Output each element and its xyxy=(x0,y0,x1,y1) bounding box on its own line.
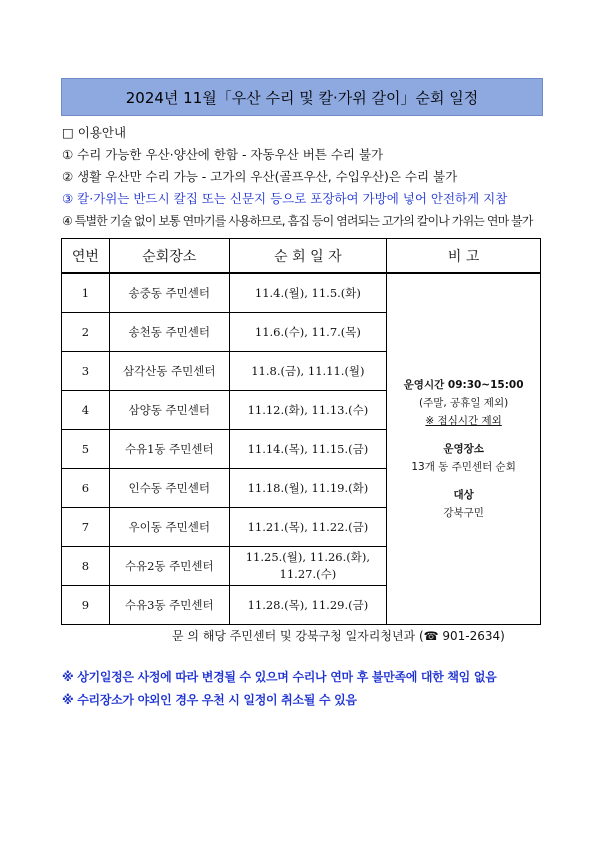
row-date xyxy=(229,547,387,586)
note-hours-exclude: (주말, 공휴일 제외) xyxy=(418,397,509,409)
row-no: 1 xyxy=(62,273,110,313)
row-date: 11.18.(월), 11.19.(화) xyxy=(229,469,387,508)
row-date: 11.4.(월), 11.5.(화) xyxy=(229,273,387,313)
row-no: 3 xyxy=(62,352,110,391)
warning-2: ※ 수리장소가 야외인 경우 우천 시 일정이 취소될 수 있음 xyxy=(62,693,357,707)
row-place: 송중동 주민센터 xyxy=(109,273,229,313)
note-target-value: 강북구민 xyxy=(443,507,484,519)
row-no: 4 xyxy=(62,391,110,430)
row-no: 8 xyxy=(62,547,110,586)
guide-item-1: ① 수리 가능한 우산·양산에 한함 - 자동우산 버튼 수리 불가 xyxy=(62,147,384,162)
note-hours: 운영시간 09:30~15:00 xyxy=(403,379,524,391)
row-date-line1: 11.25.(월), 11.26.(화), xyxy=(245,550,371,564)
header-no: 연번 xyxy=(62,239,110,274)
schedule-table xyxy=(61,238,541,625)
row-place: 수유1동 주민센터 xyxy=(109,430,229,469)
guide-item-4: ④ 특별한 기술 없이 보통 연마기를 사용하므로, 흠집 등이 염려되는 고가의 칼이나 가위는 연마 불가 xyxy=(62,214,533,228)
row-date: 11.14.(목), 11.15.(금) xyxy=(229,430,387,469)
row-no: 9 xyxy=(62,586,110,625)
header-place: 순회장소 xyxy=(109,239,229,274)
contact-info: 문 의 해당 주민센터 및 강북구청 일자리청년과 (☎ 901-2634) xyxy=(172,629,505,643)
row-place: 수유2동 주민센터 xyxy=(109,547,229,586)
note-cell xyxy=(387,273,541,625)
row-date: 11.28.(목), 11.29.(금) xyxy=(229,586,387,625)
row-place: 인수동 주민센터 xyxy=(109,469,229,508)
header-note: 비 고 xyxy=(387,239,541,274)
row-no: 5 xyxy=(62,430,110,469)
warning-1: ※ 상기일정은 사정에 따라 변경될 수 있으며 수리나 연마 후 불만족에 대한 책임 없음 xyxy=(62,670,497,684)
row-place: 수유3동 주민센터 xyxy=(109,586,229,625)
header-date: 순 회 일 자 xyxy=(229,239,387,274)
usage-guide xyxy=(62,122,562,232)
row-date: 11.12.(화), 11.13.(수) xyxy=(229,391,387,430)
row-place: 우이동 주민센터 xyxy=(109,508,229,547)
row-no: 6 xyxy=(62,469,110,508)
table-row xyxy=(62,273,541,313)
guide-item-3: ③ 칼·가위는 반드시 칼집 또는 신문지 등으로 포장하여 가방에 넣어 안전하게 지참 xyxy=(62,191,508,206)
row-date-line2: 11.27.(수) xyxy=(279,567,337,581)
row-date: 11.6.(수), 11.7.(목) xyxy=(229,313,387,352)
row-place: 삼양동 주민센터 xyxy=(109,391,229,430)
page-title: 2024년 11월「우산 수리 및 칼·가위 갈이」순회 일정 xyxy=(61,78,543,116)
table-header-row xyxy=(62,239,541,274)
row-date: 11.21.(목), 11.22.(금) xyxy=(229,508,387,547)
row-date: 11.8.(금), 11.11.(월) xyxy=(229,352,387,391)
note-lunch: ※ 점심시간 제외 xyxy=(425,415,502,427)
note-target-label: 대상 xyxy=(453,489,474,501)
row-no: 7 xyxy=(62,508,110,547)
row-place: 삼각산동 주민센터 xyxy=(109,352,229,391)
row-no: 2 xyxy=(62,313,110,352)
note-place-label: 운영장소 xyxy=(443,443,484,455)
note-place-value: 13개 동 주민센터 순회 xyxy=(411,461,516,473)
guide-heading: □ 이용안내 xyxy=(62,125,127,140)
guide-item-2: ② 생활 우산만 수리 가능 - 고가의 우산(골프우산, 수입우산)은 수리 불가 xyxy=(62,169,458,184)
row-place: 송천동 주민센터 xyxy=(109,313,229,352)
